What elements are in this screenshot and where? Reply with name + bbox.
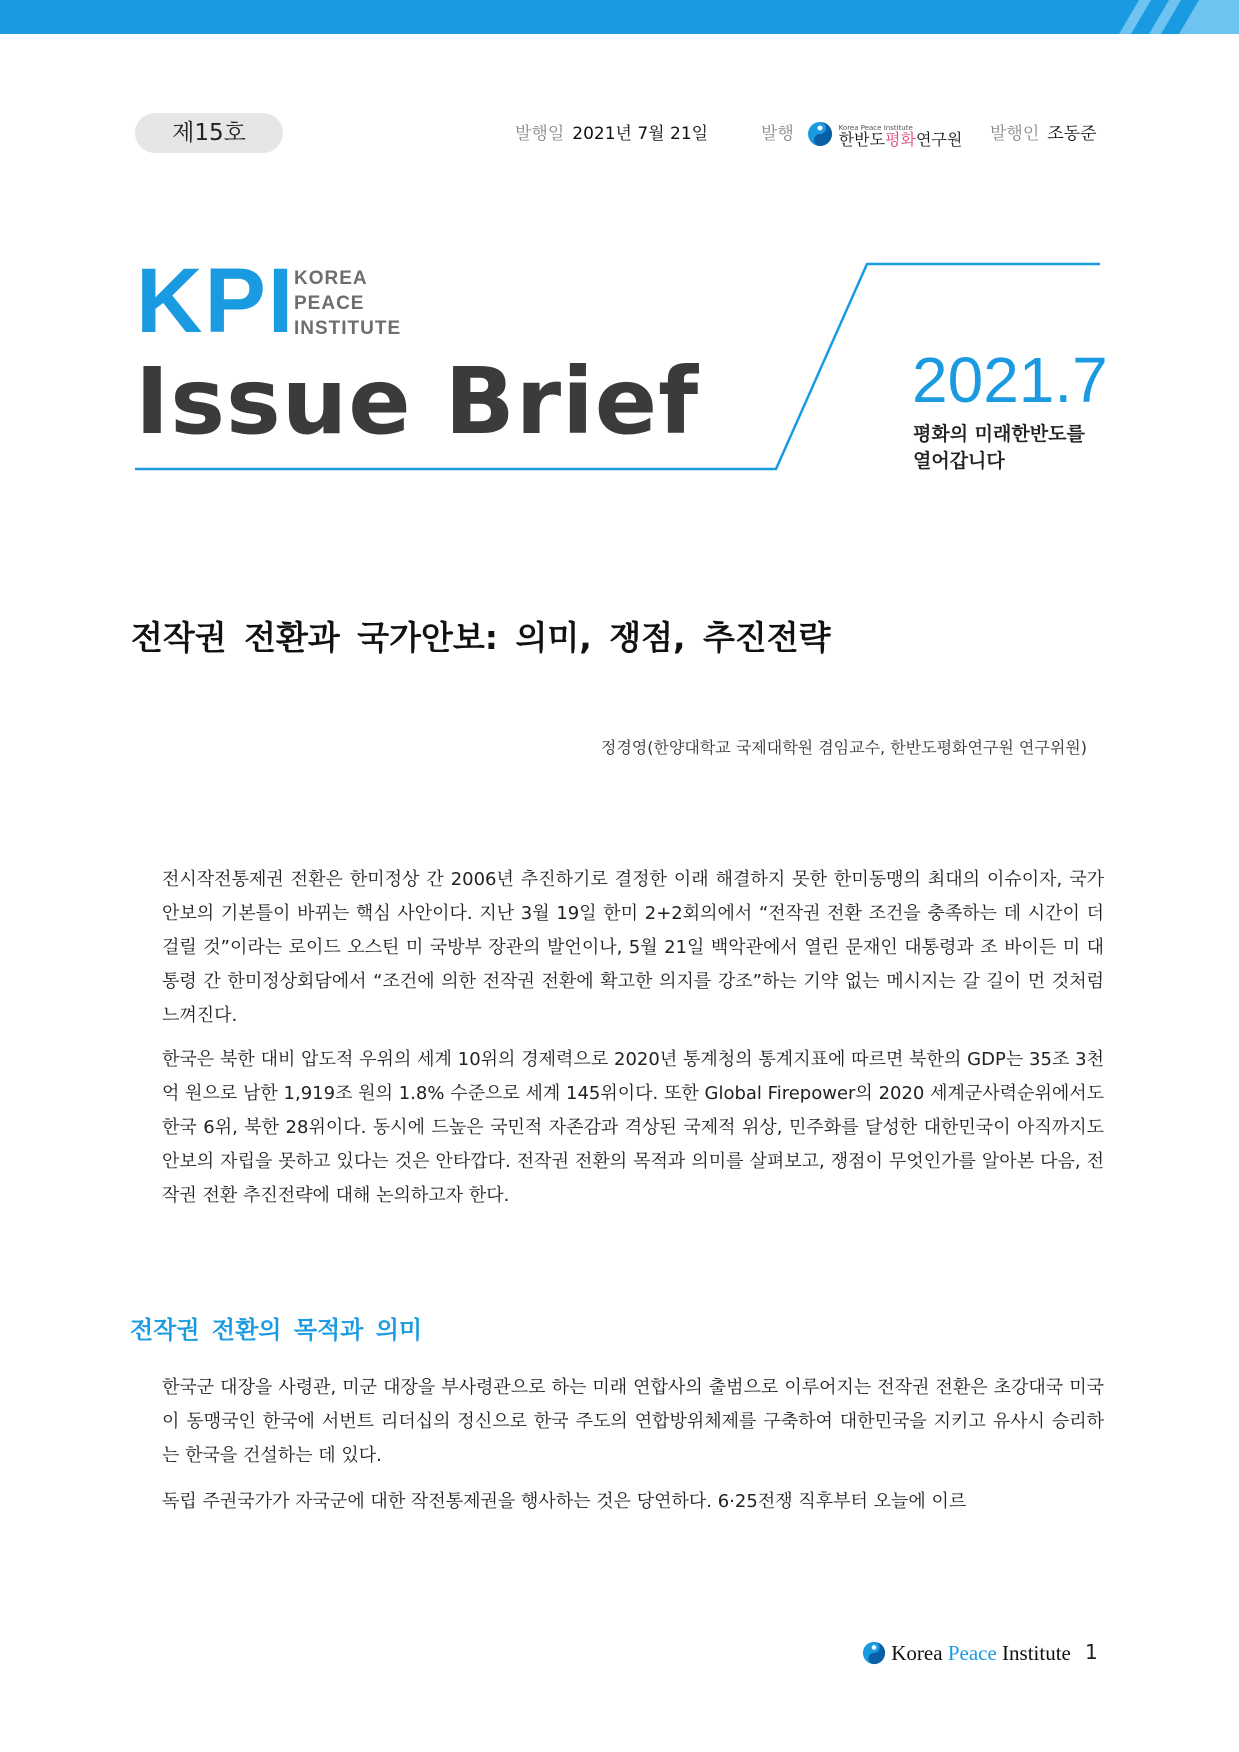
issuer-value: 조동준 bbox=[1047, 124, 1097, 144]
footer-logo-part-b: Peace bbox=[947, 1641, 997, 1665]
pub-date-value: 2021년 7월 21일 bbox=[572, 124, 709, 144]
issue-year-month: 2021.7 bbox=[912, 344, 1108, 416]
publisher-name-part-a: 한반도 bbox=[838, 130, 886, 149]
publisher-small-text: Korea Peace Institute bbox=[838, 124, 913, 132]
slogan-line2: 열어갑니다 bbox=[913, 450, 1005, 472]
body-paragraph-2: 한국은 북한 대비 압도적 우위의 세계 10위의 경제력으로 2020년 통계청의 통계지표에 따르면 북한의 GDP는 35조 3천억 원으로 남한 1,919조 원의 1.8% 수준으로 세계 145위이다. 또한 Global Firepower의 2020 세계군사력순위에서도 한국 6위, 북한 28위이다. 동시에 드높은 국민적 자존감과 격상된 국제적 위상, 민주화를 달성한 대한민국이 아직까지도 안보의 자립을 못하고 있다는 것은 안타깝다. 전작권 전환의 목적과 의미를 살펴보고, 쟁점이 무엇인가를 알아본 다음, 전작권 전환 추진전략에 대해 논의하고자 한다. bbox=[162, 1049, 1104, 1206]
series-title: Issue Brief bbox=[135, 348, 700, 455]
kpi-subtitle-line1: KOREA bbox=[294, 268, 368, 289]
issue-number-badge: 제15호 bbox=[135, 113, 283, 153]
kpi-subtitle-line3: INSTITUTE bbox=[294, 318, 402, 339]
kpi-logo: KPI bbox=[136, 250, 296, 352]
article-title: 전작권 전환과 국가안보: 의미, 쟁점, 추진전략 bbox=[131, 618, 831, 657]
section-paragraph-2: 독립 주권국가가 자국군에 대한 작전통제권을 행사하는 것은 당연하다. 6·25전쟁 직후부터 오늘에 이르 bbox=[162, 1491, 967, 1512]
issuer-label: 발행인 bbox=[990, 124, 1040, 144]
section-heading: 전작권 전환의 목적과 의미 bbox=[130, 1316, 423, 1344]
footer-logo-part-c: Institute bbox=[996, 1641, 1071, 1665]
slogan bbox=[913, 421, 1085, 475]
body-paragraph-1: 전시작전통제권 전환은 한미정상 간 2006년 추진하기로 결정한 이래 해결하지 못한 한미동맹의 최대의 이슈이자, 국가안보의 기본틀이 바뀌는 핵심 사안이다. 지난 3월 19일 한미 2+2회의에서 “전작권 전환 조건을 충족하는 데 시간이 더 걸릴 것”이라는 로이드 오스틴 미 국방부 장관의 발언이나, 5월 21일 백악관에서 열린 문재인 대통령과 조 바이든 미 대통령 간 한미정상회담에서 “조건에 의한 전작권 전환에 확고한 의지를 강조”하는 기약 없는 메시지는 갈 길이 먼 것처럼 느껴진다. bbox=[162, 869, 1104, 1026]
publisher-name-part-c: 연구원 bbox=[915, 130, 963, 149]
publisher-label: 발행 bbox=[761, 124, 794, 144]
publisher-name-part-b: 평화 bbox=[885, 130, 916, 149]
footer-logo-part-a: Korea bbox=[891, 1641, 948, 1665]
kpi-subtitle-line2: PEACE bbox=[294, 293, 365, 314]
pub-date-label: 발행일 bbox=[515, 124, 565, 144]
page-number: 1 bbox=[1085, 1640, 1098, 1664]
slogan-line1: 평화의 미래한반도를 bbox=[913, 423, 1085, 445]
footer-emblem-icon bbox=[862, 1641, 886, 1665]
article-author: 정경영(한양대학교 국제대학원 겸임교수, 한반도평화연구원 연구위원) bbox=[600, 738, 1087, 757]
footer-logo bbox=[862, 1638, 1071, 1668]
section-paragraph-1: 한국군 대장을 사령관, 미군 대장을 부사령관으로 하는 미래 연합사의 출범으로 이루어지는 전작권 전환은 초강대국 미국이 동맹국인 한국에 서번트 리더십의 정신으로 한국 주도의 연합방위체제를 구축하여 대한민국을 지키고 유사시 승리하는 한국을 건설하는 데 있다. bbox=[162, 1377, 1104, 1466]
